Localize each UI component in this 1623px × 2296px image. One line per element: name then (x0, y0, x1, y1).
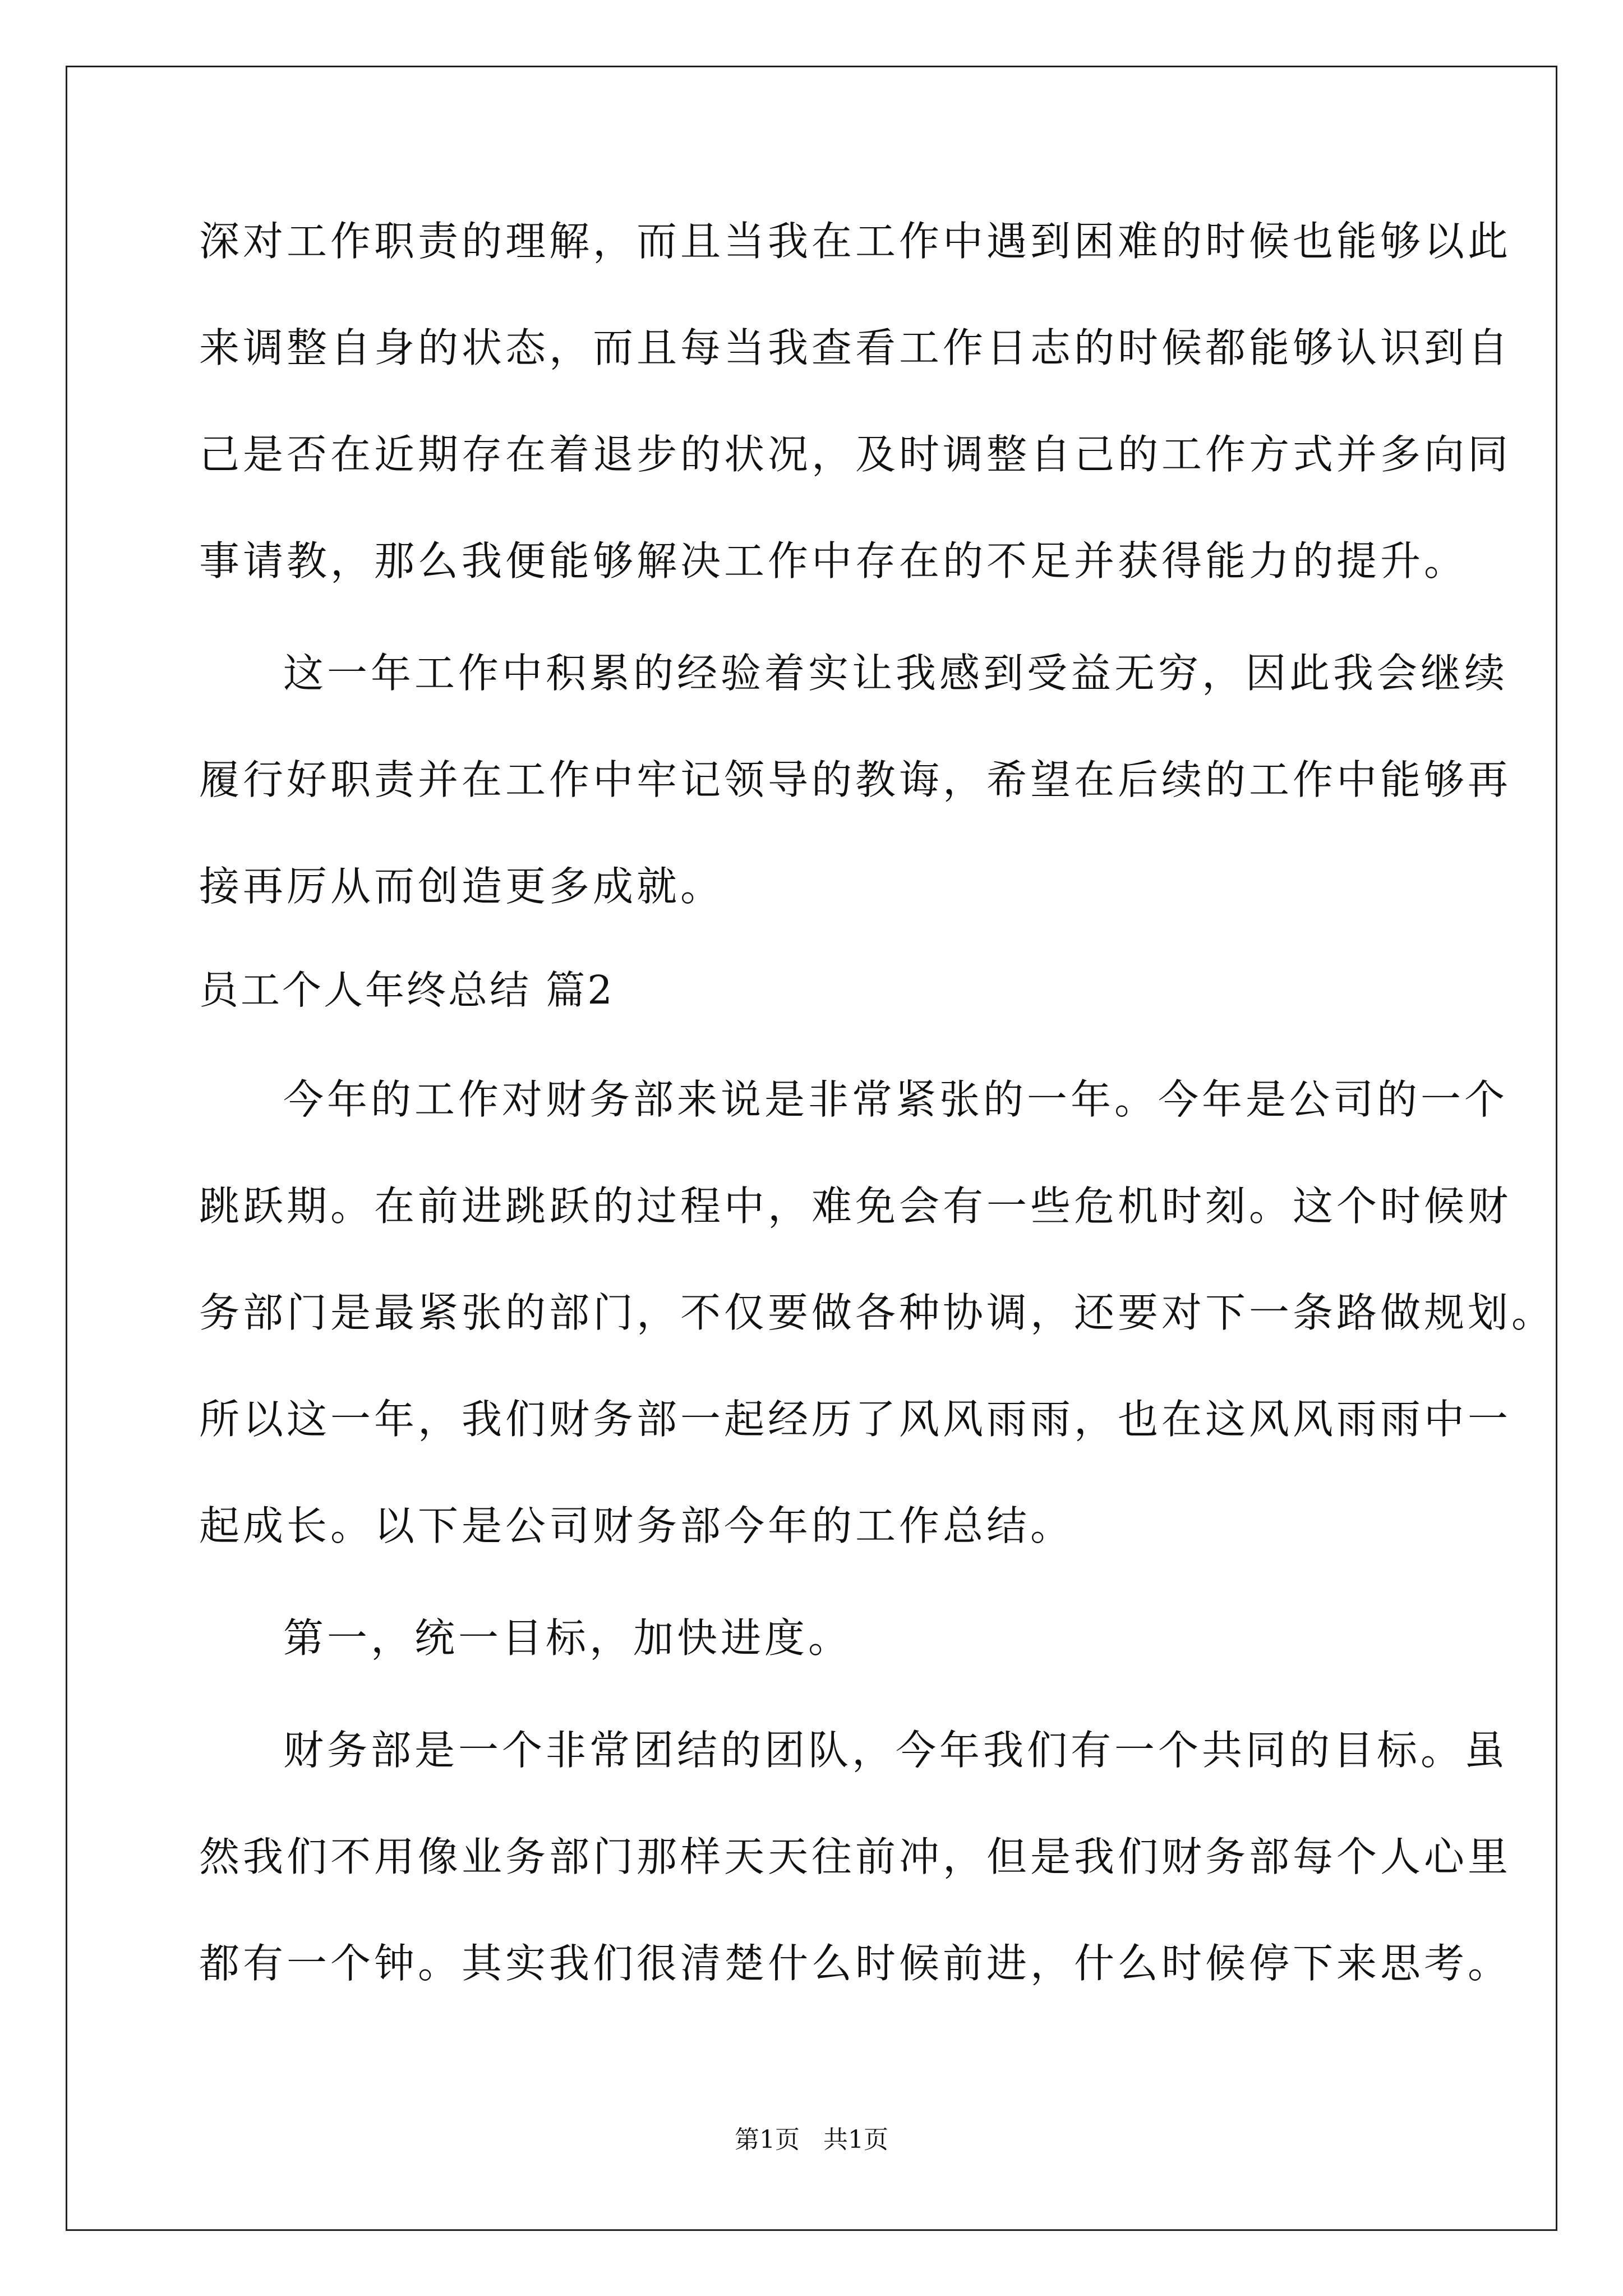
paragraph-line: 来调整自身的状态，而且每当我查看工作日志的时候都能够认识到自 (199, 324, 1512, 371)
paragraph-line: 财务部是一个非常团结的团队，今年我们有一个共同的目标。虽 (283, 1727, 1509, 1774)
paragraph-line: 所以这一年，我们财务部一起经历了风风雨雨，也在这风风雨雨中一 (199, 1396, 1512, 1443)
paragraph-line: 起成长。以下是公司财务部今年的工作总结。 (199, 1502, 1075, 1549)
section-heading: 员工个人年终总结 篇2 (199, 967, 615, 1013)
paragraph-line: 这一年工作中积累的经验着实让我感到受益无穷，因此我会继续 (283, 650, 1509, 697)
paragraph-line: 履行好职责并在工作中牢记领导的教诲，希望在后续的工作中能够再 (199, 756, 1512, 803)
paragraph-line: 然我们不用像业务部门那样天天往前冲，但是我们财务部每个人心里 (199, 1833, 1512, 1880)
paragraph-line: 深对工作职责的理解，而且当我在工作中遇到困难的时候也能够以此 (199, 218, 1512, 265)
page-frame (66, 66, 1557, 2231)
paragraph-line: 今年的工作对财务部来说是非常紧张的一年。今年是公司的一个 (283, 1076, 1509, 1123)
paragraph-line: 跳跃期。在前进跳跃的过程中，难免会有一些危机时刻。这个时候财 (199, 1182, 1512, 1230)
paragraph-line: 己是否在近期存在着退步的状况，及时调整自己的工作方式并多向同 (199, 431, 1512, 478)
paragraph-line: 接再厉从而创造更多成就。 (199, 863, 725, 910)
paragraph-line: 务部门是最紧张的部门，不仅要做各种协调，还要对下一条路做规划。 (199, 1289, 1556, 1336)
paragraph-line: 第一，统一目标，加快进度。 (283, 1614, 852, 1662)
page-footer: 第1页 共1页 (735, 2125, 888, 2154)
paragraph-line: 都有一个钟。其实我们很清楚什么时候前进，什么时候停下来思考。 (199, 1940, 1512, 1987)
paragraph-line: 事请教，那么我便能够解决工作中存在的不足并获得能力的提升。 (199, 537, 1468, 585)
